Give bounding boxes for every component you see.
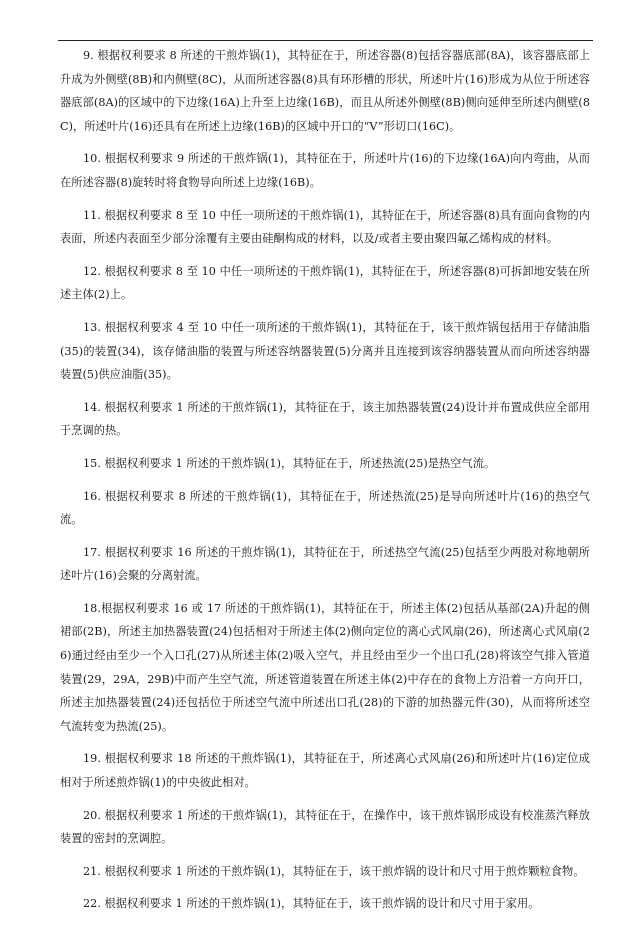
claim-13: 13. 根据权利要求 4 至 10 中任一项所述的干煎炸锅(1)，其特征在于，该干煎炸锅包括用于存储油脂(35)的装置(34)，该存储油脂的装置与所述容纳器装置(5)分离并且连接到该容纳器装置从而向所述容纳器装置(5)供应油脂(35)。 [60,320,590,382]
claim-12: 12. 根据权利要求 8 至 10 中任一项所述的干煎炸锅(1)，其特征在于，所述容器(8)可拆卸地安装在所述主体(2)上。 [60,264,590,302]
claim-19: 19. 根据权利要求 18 所述的干煎炸锅(1)，其特征在于，所述离心式风扇(26)和所述叶片(16)定位成相对于所述煎炸锅(1)的中央彼此相对。 [60,752,590,790]
claim-20: 20. 根据权利要求 1 所述的干煎炸锅(1)，其特征在于，在操作中，该干煎炸锅形成设有校准蒸汽释放装置的密封的烹调腔。 [60,808,590,846]
claim-14: 14. 根据权利要求 1 所述的干煎炸锅(1)，其特征在于，该主加热器装置(24)设计并布置成供应全部用于烹调的热。 [60,400,590,438]
claim-10: 10. 根据权利要求 9 所述的干煎炸锅(1)，其特征在于，所述叶片(16)的下边缘(16A)向内弯曲，从而在所述容器(8)旋转时将食物导向所述上边缘(16B)。 [60,152,590,189]
claim-18: 18.根据权利要求 16 或 17 所述的干煎炸锅(1)，其特征在于，所述主体(2)包括从基部(2A)升起的侧裙部(2B)，所述主加热器装置(24)包括相对于所述主体(2)侧向定位的离心式风扇(26)，所述离心式风扇(26)通过经由至少一个入口孔(27)从所述主体(2)吸入空气，并且经由至少一个出口孔(28)将该空气排入管道装置(29，29A，29B)中而产生空气流，所述管道装置在所述主体(2)中存在的食物上方沿着一方向开口，所述主加热器装置(24)还包括位于所述空气流中所述出口孔(28)的下游的加热器元件(30)，从而将所述空气流转变为热流(25)。 [60,601,590,733]
claim-11: 11. 根据权利要求 8 至 10 中任一项所述的干煎炸锅(1)，其特征在于，所述容器(8)具有面向食物的内表面，所述内表面至少部分涂覆有主要由硅酮构成的材料，以及/或者主要由聚四氟乙烯构成的材料。 [60,208,590,246]
claim-15: 15. 根据权利要求 1 所述的干煎炸锅(1)，其特征在于，所述热流(25)是热空气流。 [83,456,496,470]
claim-16: 16. 根据权利要求 8 所述的干煎炸锅(1)，其特征在于，所述热流(25)是导向所述叶片(16)的热空气流。 [60,489,590,527]
claim-22: 22. 根据权利要求 1 所述的干煎炸锅(1)，其特征在于，该干煎炸锅的设计和尺寸用于家用。 [83,897,540,911]
claim-9: 9. 根据权利要求 8 所述的干煎炸锅(1)，其特征在于，所述容器(8)包括容器底部(8A)，该容器底部上升成为外侧壁(8B)和内侧壁(8C)，从而所述容器(8)具有环形槽的形状，所述叶片(16)形成为从位于所述容器底部(8A)的区域中的下边缘(16A)上升至上边缘(16B)，而且从所述外侧壁(8B)侧向延伸至所述内侧壁(8C)，所述叶片(16)还具有在所述上边缘(16B)的区域中开口的“V”形切口(16C)。 [60,49,590,133]
header-rule [58,40,593,41]
claims-list [60,44,590,925]
claim-21: 21. 根据权利要求 1 所述的干煎炸锅(1)，其特征在于，该干煎炸锅的设计和尺寸用于煎炸颗粒食物。 [83,864,585,878]
claim-17: 17. 根据权利要求 16 所述的干煎炸锅(1)，其特征在于，所述热空气流(25)包括至少两股对称地朝所述叶片(16)会聚的分离射流。 [60,545,590,583]
